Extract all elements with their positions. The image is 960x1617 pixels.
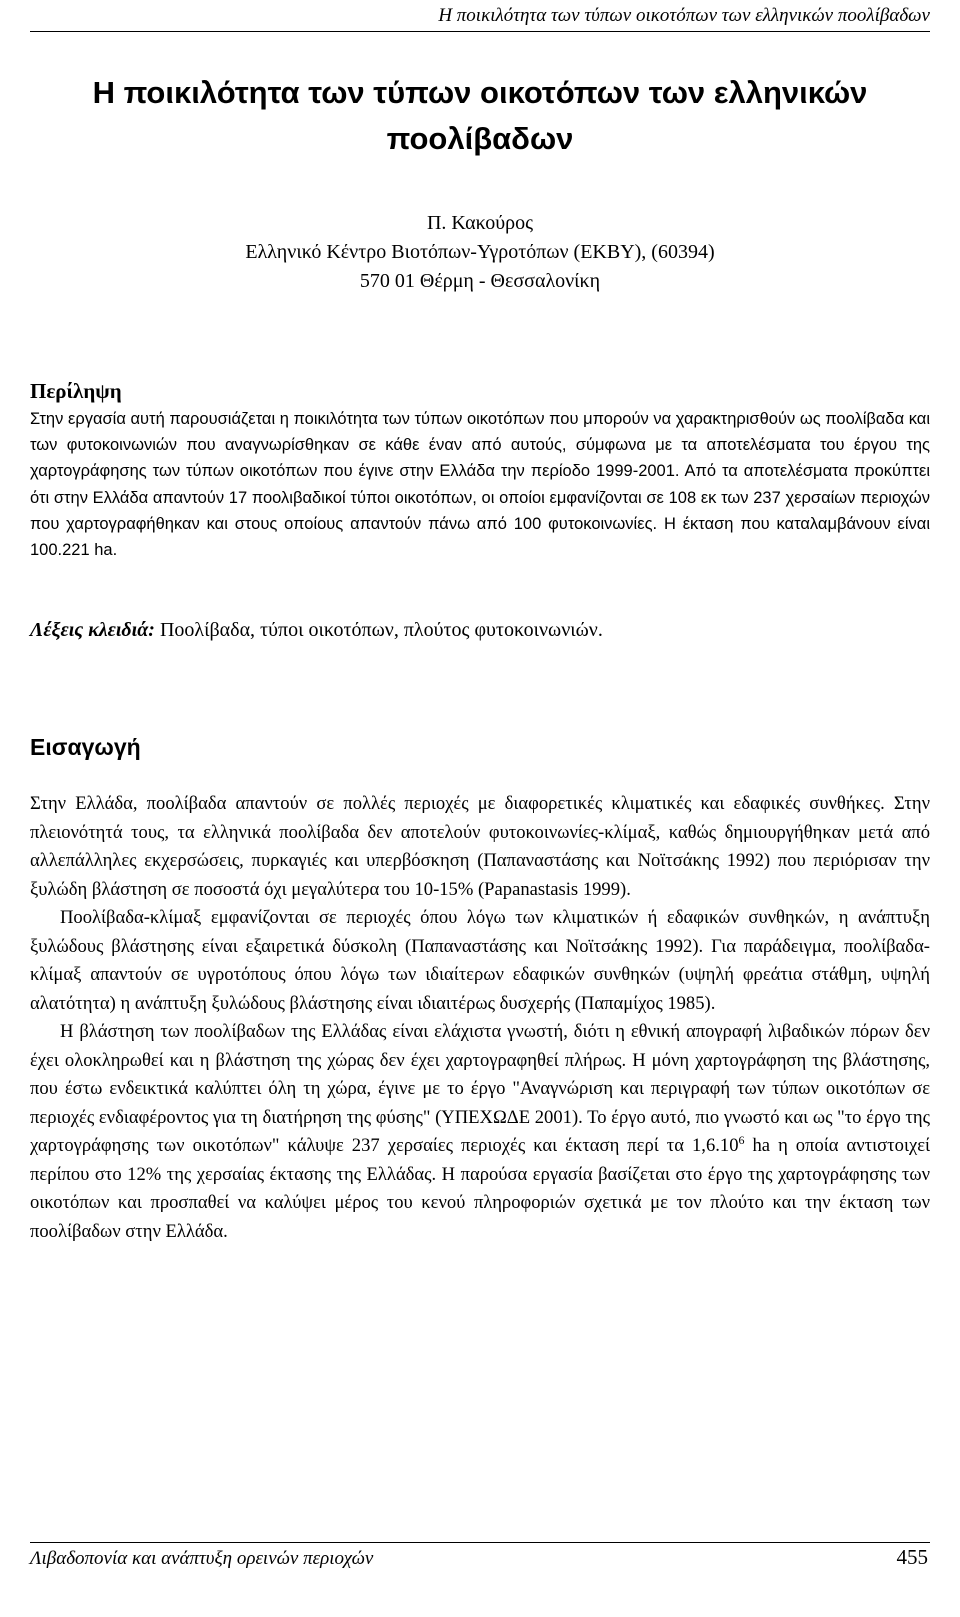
exponent-superscript: 6 (738, 1132, 745, 1147)
footer-journal: Λιβαδοπονία και ανάπτυξη ορεινών περιοχών (30, 1548, 374, 1569)
introduction-body (30, 790, 930, 1246)
keywords-label: Λέξεις κλειδιά: (30, 619, 155, 641)
page-number: 455 (896, 1545, 928, 1569)
keywords-text: Ποολίβαδα, τύποι οικοτόπων, πλούτος φυτοκοινωνιών. (154, 619, 603, 641)
intro-paragraph-2: Ποολίβαδα-κλίμαξ εμφανίζονται σε περιοχές όπου λόγω των κλιματικών ή εδαφικών συνθηκών, η ανάπτυξη ξυλώδους βλάστησης είναι εξαιρετικά δύσκολη (Παπαναστάσης και Νοϊτσάκης 1992). Για παράδειγμα, ποολίβαδα-κλίμαξ απαντούν σε υγροτόπους όπου λόγω των ιδιαίτερων εδαφικών συνθηκών (υψηλή φρεάτια στάθμη, υψηλή αλατότητα) η ανάπτυξη ξυλώδους βλάστησης είναι ιδιαιτέρως δυσχερής (Παπαμίχος 1985). (30, 907, 930, 1014)
running-header: Η ποικιλότητα των τύπων οικοτόπων των ελληνικών ποολίβαδων (438, 5, 930, 26)
author-affiliation: Ελληνικό Κέντρο Βιοτόπων-Υγροτόπων (ΕΚΒΥ), (60394) (245, 241, 715, 263)
keywords-line (30, 616, 930, 644)
author-block (30, 209, 930, 296)
author-name: Π. Κακούρος (426, 212, 534, 234)
introduction-heading: Εισαγωγή (30, 734, 141, 760)
paper-title: Η ποικιλότητα των τύπων οικοτόπων των ελληνικών ποολίβαδων (92, 75, 868, 156)
footer-rule (30, 1542, 930, 1543)
intro-paragraph-3-part-b: ha η οποία αντιστοιχεί περίπου στο 12% της χερσαίας έκτασης της Ελλάδας. Η παρούσα εργασία βασίζεται στο έργο της χαρτογράφησης των οικοτόπων και προσπαθεί να καλύψει μέρος του κενού πληροφοριών σχετικά με τον πλούτο και την έκταση των ποολίβαδων στην Ελλάδα. (30, 1135, 931, 1242)
abstract-text: Στην εργασία αυτή παρουσιάζεται η ποικιλότητα των τύπων οικοτόπων που μπορούν να χαρακτηρισθούν ως ποολίβαδα και των φυτοκοινωνιών που αναγνωρίσθηκαν σε κάθε έναν από αυτούς, σύμφωνα με τα αποτελέσματα του έργου της χαρτογράφησης των τύπων οικοτόπων που έγινε στην Ελλάδα την περίοδο 1999-2001. Από τα αποτελέσματα προκύπτει ότι στην Ελλάδα απαντούν 17 ποολιβαδικοί τύποι οικοτόπων, οι οποίοι εμφανίζονται σε 108 εκ των 237 χερσαίων περιοχών που χαρτογραφήθηκαν και στους οποίους απαντούν πάνω από 100 φυτοκοινωνίες. Η έκταση που καταλαμβάνουν είναι 100.221 ha. (30, 410, 930, 560)
author-address: 570 01 Θέρμη - Θεσσαλονίκη (359, 270, 601, 292)
intro-paragraph-3-part-a: Η βλάστηση των ποολίβαδων της Ελλάδας είναι ελάχιστα γνωστή, διότι η εθνική απογραφή λιβαδικών πόρων δεν έχει ολοκληρωθεί και η βλάστηση της χώρας δεν έχει χαρτογραφηθεί πλήρως. Η μόνη χαρτογράφηση της βλάστησης, που έστω ενδεικτικά καλύπτει όλη τη χώρα, έγινε με το έργο "Αναγνώριση και περιγραφή των τύπων οικοτόπων σε περιοχές ενδιαφέροντος για τη διατήρηση της φύσης" (ΥΠΕΧΩΔΕ 2001). Το έργο αυτό, πιο γνωστό και ως "το έργο της χαρτογράφησης των οικοτόπων" κάλυψε 237 χερσαίες περιοχές και έκταση περί τα 1,6.10 (30, 1021, 930, 1156)
abstract-heading: Περίληψη (30, 379, 122, 403)
intro-paragraph-1: Στην Ελλάδα, ποολίβαδα απαντούν σε πολλές περιοχές με διαφορετικές κλιματικές και εδαφικές συνθήκες. Στην πλειονότητά τους, τα ελληνικά ποολίβαδα δεν αποτελούν φυτοκοινωνίες-κλίμαξ, καθώς δημιουργήθηκαν μετά από αλλεπάλληλες εκχερσώσεις, πυρκαγιές και υπερβόσκηση (Παπαναστάσης και Νοϊτσάκης 1992) που περιόρισαν την ξυλώδη βλάστηση σε ποσοστά όχι μεγαλύτερα του 10-15% (Papanastasis 1999). (30, 793, 930, 900)
header-rule (30, 31, 930, 32)
intro-paragraph-3 (30, 1018, 930, 1246)
